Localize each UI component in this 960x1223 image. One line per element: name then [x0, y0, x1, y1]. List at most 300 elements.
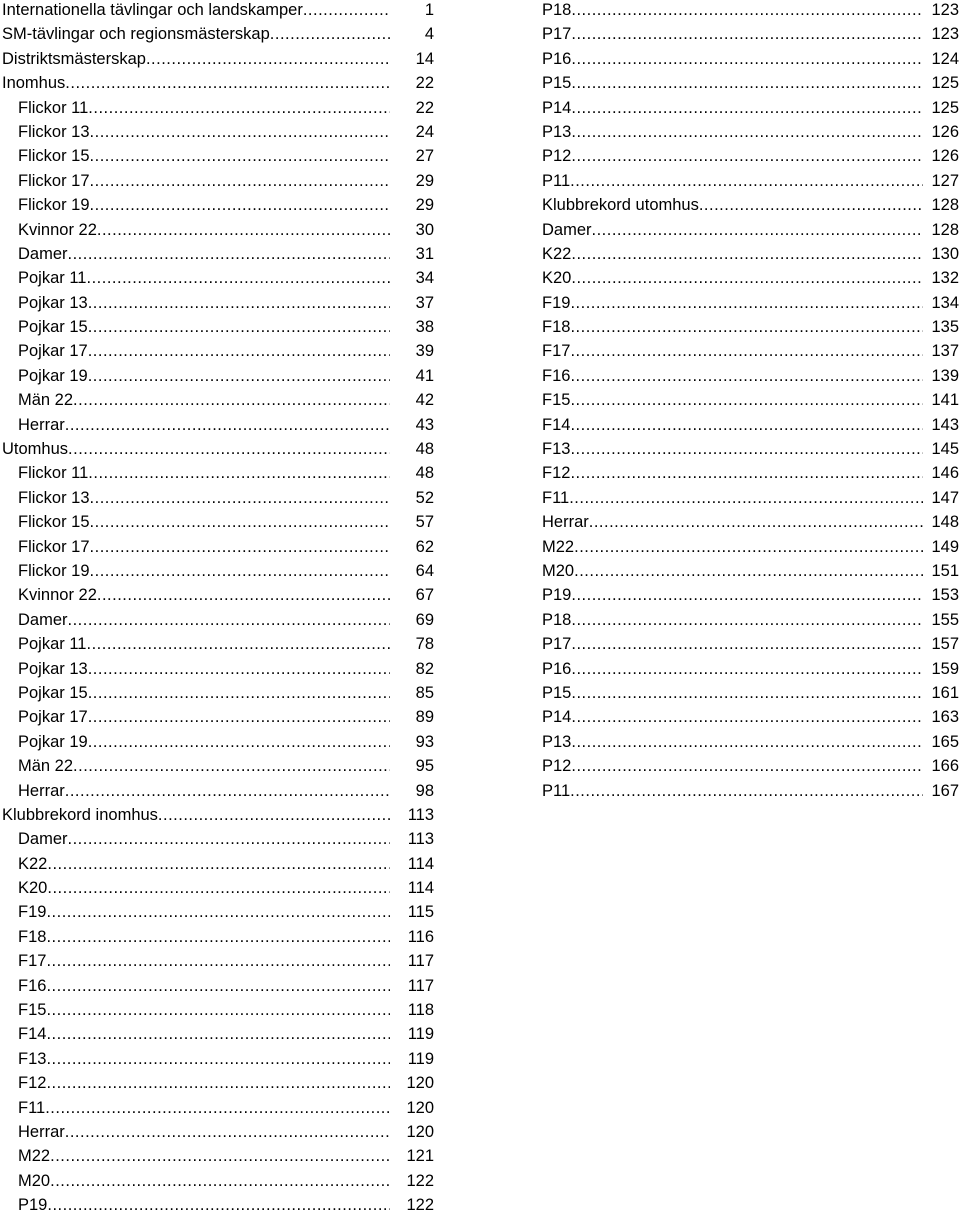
toc-entry[interactable]	[2, 317, 434, 341]
toc-entry-label: Damer	[18, 830, 68, 849]
toc-entry[interactable]	[2, 366, 434, 390]
toc-entry-label: F15	[542, 391, 571, 410]
toc-entry-label: Flickor 15	[18, 147, 90, 166]
toc-entry-label: F19	[542, 293, 571, 312]
toc-entry-page-number: 31	[415, 244, 434, 263]
toc-entry-label: F16	[542, 366, 571, 385]
toc-entry[interactable]	[2, 195, 434, 219]
toc-entry-label: P13	[542, 732, 572, 751]
dot-leader	[592, 220, 923, 240]
toc-entry[interactable]	[542, 293, 959, 317]
dot-leader	[569, 488, 923, 508]
toc-entry[interactable]	[2, 878, 434, 902]
dot-leader	[571, 244, 923, 264]
toc-entry-label: Pojkar 11	[18, 269, 87, 288]
toc-entry[interactable]	[2, 220, 434, 244]
toc-entry-label: P17	[542, 25, 572, 44]
toc-entry-label: Pojkar 17	[18, 342, 88, 361]
dot-leader	[570, 366, 923, 386]
toc-entry-page-number: 39	[415, 342, 434, 361]
dot-leader	[86, 634, 390, 654]
toc-entry[interactable]	[542, 0, 959, 24]
dot-leader	[571, 659, 923, 679]
toc-entry-page-number: 128	[931, 220, 959, 239]
toc-entry-label: Herrar	[18, 415, 65, 434]
toc-entry-page-number: 119	[407, 1049, 434, 1068]
toc-entry[interactable]	[2, 781, 434, 805]
toc-entry[interactable]	[542, 171, 959, 195]
toc-entry-label: SM-tävlingar och regionsmästerskap	[2, 25, 270, 44]
toc-entry[interactable]	[2, 488, 434, 512]
dot-leader	[90, 171, 390, 191]
toc-entry[interactable]	[2, 756, 434, 780]
toc-entry[interactable]	[2, 927, 434, 951]
dot-leader	[88, 659, 390, 679]
toc-entry-label: Män 22	[18, 757, 74, 776]
toc-entry-page-number: 125	[931, 74, 959, 93]
dot-leader	[571, 49, 923, 69]
dot-leader	[570, 341, 923, 361]
dot-leader	[47, 1195, 390, 1215]
toc-entry-label: Damer	[18, 610, 68, 629]
toc-entry[interactable]	[542, 390, 959, 414]
dot-leader	[73, 756, 390, 776]
toc-entry[interactable]	[2, 951, 434, 975]
toc-entry-label: P19	[542, 586, 572, 605]
dot-leader	[571, 732, 923, 752]
toc-entry-page-number: 22	[415, 98, 434, 117]
toc-entry-label: P11	[542, 171, 571, 190]
dot-leader	[88, 293, 390, 313]
toc-entry[interactable]	[2, 561, 434, 585]
toc-entry[interactable]	[2, 1146, 434, 1170]
toc-entry-page-number: 116	[407, 927, 434, 946]
toc-entry-label: K22	[542, 244, 572, 263]
toc-entry-label: Klubbrekord utomhus	[542, 196, 699, 215]
toc-entry-page-number: 118	[407, 1001, 434, 1020]
toc-entry-label: Flickor 19	[18, 196, 90, 215]
toc-entry[interactable]	[542, 585, 959, 609]
toc-entry-label: Pojkar 11	[18, 635, 87, 654]
dot-leader	[90, 122, 390, 142]
toc-entry-page-number: 37	[415, 293, 434, 312]
toc-entry[interactable]	[2, 512, 434, 536]
toc-entry[interactable]	[2, 341, 434, 365]
toc-entry-page-number: 143	[931, 415, 959, 434]
dot-leader	[571, 0, 923, 20]
toc-entry-label: P14	[542, 98, 572, 117]
toc-entry-label: Distriktsmästerskap	[2, 49, 146, 68]
toc-entry-page-number: 137	[931, 342, 959, 361]
toc-entry[interactable]	[2, 1098, 434, 1122]
toc-entry-page-number: 155	[931, 610, 959, 629]
toc-entry-page-number: 57	[415, 513, 434, 532]
toc-entry-page-number: 64	[415, 561, 434, 580]
toc-entry-page-number: 165	[931, 732, 959, 751]
dot-leader	[46, 902, 390, 922]
dot-leader	[68, 610, 390, 630]
dot-leader	[46, 976, 390, 996]
toc-entry-page-number: 14	[415, 49, 434, 68]
dot-leader	[570, 317, 923, 337]
toc-entry[interactable]	[542, 732, 959, 756]
toc-entry[interactable]	[2, 268, 434, 292]
toc-entry-label: Herrar	[542, 513, 589, 532]
toc-entry-label: Pojkar 15	[18, 318, 88, 337]
dot-leader	[571, 756, 923, 776]
toc-entry[interactable]	[2, 171, 434, 195]
toc-entry-page-number: 163	[931, 708, 959, 727]
toc-entry-label: P15	[542, 74, 572, 93]
dot-leader	[50, 1146, 390, 1166]
toc-entry[interactable]	[2, 439, 434, 463]
toc-entry-label: Flickor 19	[18, 561, 90, 580]
toc-entry-page-number: 38	[415, 318, 434, 337]
dot-leader	[45, 1098, 390, 1118]
toc-entry-label: K20	[18, 879, 48, 898]
toc-entry-label: Pojkar 17	[18, 708, 88, 727]
toc-entry-page-number: 69	[415, 610, 434, 629]
toc-entry[interactable]	[2, 537, 434, 561]
toc-entry-label: Flickor 11	[18, 464, 89, 483]
dot-leader	[574, 537, 923, 557]
toc-entry[interactable]	[2, 98, 434, 122]
toc-entry[interactable]	[2, 1122, 434, 1146]
toc-entry-label: F11	[542, 488, 570, 507]
dot-leader	[699, 195, 923, 215]
toc-entry-label: Inomhus	[2, 74, 66, 93]
dot-leader	[65, 1122, 390, 1142]
toc-entry-page-number: 135	[931, 318, 959, 337]
toc-entry[interactable]	[542, 24, 959, 48]
toc-entry-page-number: 1	[424, 1, 434, 19]
toc-entry[interactable]	[542, 707, 959, 731]
toc-entry[interactable]	[542, 220, 959, 244]
toc-entry-label: P18	[542, 1, 572, 19]
toc-entry-page-number: 139	[931, 366, 959, 385]
toc-entry[interactable]	[542, 415, 959, 439]
toc-entry-page-number: 120	[406, 1098, 434, 1117]
toc-entry-label: Damer	[542, 220, 592, 239]
dot-leader	[589, 512, 923, 532]
toc-entry-page-number: 132	[931, 269, 959, 288]
dot-leader	[571, 268, 923, 288]
toc-entry-page-number: 42	[415, 391, 434, 410]
dot-leader	[65, 415, 390, 435]
toc-entry-page-number: 34	[415, 269, 434, 288]
dot-leader	[88, 98, 390, 118]
toc-entry[interactable]	[2, 1195, 434, 1219]
toc-entry-label: Utomhus	[2, 440, 69, 459]
toc-entry[interactable]	[542, 781, 959, 805]
toc-entry[interactable]	[2, 24, 434, 48]
toc-entry-label: Pojkar 13	[18, 659, 88, 678]
toc-entry-page-number: 29	[415, 171, 434, 190]
dot-leader	[570, 390, 923, 410]
toc-entry-label: Män 22	[18, 391, 74, 410]
toc-entry-page-number: 93	[415, 732, 434, 751]
toc-entry[interactable]	[2, 683, 434, 707]
toc-entry-label: Klubbrekord inomhus	[2, 805, 158, 824]
toc-entry-label: F12	[18, 1074, 47, 1093]
toc-entry[interactable]	[2, 463, 434, 487]
toc-entry-page-number: 114	[407, 879, 434, 898]
toc-entry[interactable]	[2, 0, 434, 24]
toc-entry[interactable]	[542, 488, 959, 512]
toc-entry-label: Flickor 15	[18, 513, 90, 532]
toc-entry[interactable]	[542, 98, 959, 122]
toc-entry[interactable]	[542, 366, 959, 390]
toc-entry-page-number: 78	[415, 635, 434, 654]
toc-entry-page-number: 27	[415, 147, 434, 166]
toc-entry[interactable]	[2, 1024, 434, 1048]
dot-leader	[570, 463, 923, 483]
toc-entry[interactable]	[2, 1049, 434, 1073]
dot-leader	[65, 73, 390, 93]
toc-entry-label: F13	[542, 440, 571, 459]
toc-entry[interactable]	[2, 659, 434, 683]
dot-leader	[570, 415, 923, 435]
toc-entry-page-number: 123	[931, 1, 959, 19]
toc-entry-page-number: 147	[931, 488, 959, 507]
dot-leader	[97, 220, 390, 240]
dot-leader	[88, 707, 390, 727]
toc-entry[interactable]	[542, 463, 959, 487]
toc-entry-label: M20	[542, 561, 575, 580]
toc-entry-label: Damer	[18, 244, 68, 263]
toc-entry-page-number: 167	[931, 781, 959, 800]
toc-entry-page-number: 149	[931, 537, 959, 556]
toc-entry-label: F16	[18, 976, 47, 995]
toc-entry[interactable]	[542, 73, 959, 97]
toc-entry[interactable]	[2, 707, 434, 731]
toc-entry-page-number: 95	[415, 757, 434, 776]
toc-entry[interactable]	[2, 122, 434, 146]
toc-entry[interactable]	[542, 146, 959, 170]
dot-leader	[88, 317, 390, 337]
toc-entry[interactable]	[542, 195, 959, 219]
toc-entry-page-number: 117	[407, 976, 434, 995]
toc-entry[interactable]	[2, 805, 434, 829]
toc-entry-label: Flickor 11	[18, 98, 89, 117]
toc-entry[interactable]	[542, 537, 959, 561]
dot-leader	[570, 439, 923, 459]
dot-leader	[571, 707, 923, 727]
dot-leader	[68, 439, 390, 459]
toc-entry-label: Flickor 17	[18, 537, 90, 556]
toc-entry-label: F15	[18, 1001, 47, 1020]
dot-leader	[90, 146, 390, 166]
toc-entry[interactable]	[542, 341, 959, 365]
toc-entry-label: F17	[18, 952, 47, 971]
toc-column-left	[2, 0, 434, 1220]
toc-entry-label: P12	[542, 147, 572, 166]
toc-entry-label: P19	[18, 1196, 48, 1215]
toc-entry-page-number: 123	[931, 25, 959, 44]
dot-leader	[47, 878, 390, 898]
toc-entry-label: F18	[18, 927, 47, 946]
toc-entry[interactable]	[2, 1000, 434, 1024]
dot-leader	[303, 0, 390, 20]
toc-entry-label: P11	[542, 781, 571, 800]
toc-entry-page-number: 43	[415, 415, 434, 434]
toc-entry[interactable]	[542, 561, 959, 585]
toc-entry-page-number: 121	[406, 1147, 434, 1166]
toc-entry-page-number: 89	[415, 708, 434, 727]
toc-entry-label: M22	[18, 1147, 51, 1166]
toc-entry[interactable]	[2, 49, 434, 73]
toc-entry-page-number: 85	[415, 683, 434, 702]
dot-leader	[90, 561, 390, 581]
toc-entry[interactable]	[2, 1073, 434, 1097]
dot-leader	[570, 781, 923, 801]
dot-leader	[46, 951, 390, 971]
dot-leader	[570, 293, 923, 313]
toc-entry-page-number: 120	[406, 1122, 434, 1141]
toc-entry[interactable]	[542, 244, 959, 268]
dot-leader	[571, 122, 923, 142]
toc-entry[interactable]	[2, 293, 434, 317]
toc-entry[interactable]	[2, 829, 434, 853]
dot-leader	[90, 195, 390, 215]
dot-leader	[571, 610, 923, 630]
dot-leader	[46, 1049, 390, 1069]
dot-leader	[90, 537, 390, 557]
toc-entry-page-number: 145	[931, 440, 959, 459]
toc-entry[interactable]	[2, 976, 434, 1000]
dot-leader	[158, 805, 390, 825]
dot-leader	[97, 585, 390, 605]
toc-entry[interactable]	[542, 439, 959, 463]
toc-entry[interactable]	[2, 610, 434, 634]
toc-entry[interactable]	[542, 317, 959, 341]
toc-entry[interactable]	[2, 244, 434, 268]
toc-entry-page-number: 48	[415, 464, 434, 483]
toc-entry-label: F19	[18, 903, 47, 922]
toc-entry-page-number: 29	[415, 196, 434, 215]
toc-entry-label: Internationella tävlingar och landskamper	[2, 1, 303, 19]
toc-entry-label: P16	[542, 49, 572, 68]
toc-entry[interactable]	[2, 854, 434, 878]
toc-entry-label: P14	[542, 708, 572, 727]
toc-entry[interactable]	[542, 49, 959, 73]
toc-entry-page-number: 30	[415, 220, 434, 239]
dot-leader	[68, 829, 390, 849]
toc-entry[interactable]	[2, 585, 434, 609]
toc-entry-page-number: 115	[407, 903, 434, 922]
toc-entry-label: F11	[18, 1098, 46, 1117]
toc-entry[interactable]	[2, 390, 434, 414]
toc-entry[interactable]	[542, 122, 959, 146]
dot-leader	[46, 1073, 390, 1093]
toc-entry[interactable]	[542, 659, 959, 683]
toc-entry[interactable]	[2, 902, 434, 926]
toc-entry-label: P12	[542, 757, 572, 776]
toc-entry-page-number: 117	[407, 952, 434, 971]
toc-entry[interactable]	[542, 634, 959, 658]
dot-leader	[46, 1024, 390, 1044]
dot-leader	[570, 171, 923, 191]
toc-entry-label: Pojkar 19	[18, 732, 88, 751]
dot-leader	[270, 24, 390, 44]
toc-entry-page-number: 153	[931, 586, 959, 605]
toc-entry-label: Pojkar 13	[18, 293, 88, 312]
toc-entry-page-number: 52	[415, 488, 434, 507]
toc-entry-page-number: 146	[931, 464, 959, 483]
toc-entry-label: M22	[542, 537, 575, 556]
toc-entry-page-number: 122	[406, 1196, 434, 1215]
dot-leader	[571, 585, 923, 605]
toc-entry-page-number: 119	[407, 1025, 434, 1044]
toc-entry-label: P17	[542, 635, 572, 654]
toc-entry-page-number: 134	[931, 293, 959, 312]
toc-entry-page-number: 120	[406, 1074, 434, 1093]
toc-entry-page-number: 82	[415, 659, 434, 678]
toc-entry-label: Kvinnor 22	[18, 586, 97, 605]
toc-entry-page-number: 24	[415, 122, 434, 141]
toc-entry-page-number: 151	[931, 561, 959, 580]
toc-entry-page-number: 41	[415, 366, 434, 385]
toc-entry-page-number: 4	[424, 25, 434, 44]
toc-entry-label: P18	[542, 610, 572, 629]
toc-entry-label: K22	[18, 854, 48, 873]
dot-leader	[571, 146, 923, 166]
dot-leader	[571, 24, 923, 44]
dot-leader	[571, 98, 923, 118]
dot-leader	[88, 732, 390, 752]
toc-entry-label: Flickor 17	[18, 171, 90, 190]
dot-leader	[88, 683, 390, 703]
toc-entry-page-number: 113	[407, 805, 434, 824]
toc-entry-label: Kvinnor 22	[18, 220, 97, 239]
toc-entry-page-number: 114	[407, 854, 434, 873]
toc-entry[interactable]	[2, 1171, 434, 1195]
toc-entry-label: F14	[542, 415, 571, 434]
toc-entry-label: P16	[542, 659, 572, 678]
toc-entry-label: F17	[542, 342, 571, 361]
toc-entry[interactable]	[542, 268, 959, 292]
toc-entry-page-number: 141	[931, 391, 959, 410]
toc-entry-page-number: 125	[931, 98, 959, 117]
toc-entry[interactable]	[542, 610, 959, 634]
toc-entry[interactable]	[2, 73, 434, 97]
toc-entry-label: Flickor 13	[18, 488, 90, 507]
dot-leader	[73, 390, 390, 410]
toc-entry[interactable]	[542, 683, 959, 707]
toc-entry[interactable]	[2, 146, 434, 170]
dot-leader	[88, 366, 390, 386]
toc-entry-page-number: 127	[931, 171, 959, 190]
toc-entry[interactable]	[2, 634, 434, 658]
toc-entry-page-number: 124	[931, 49, 959, 68]
toc-entry[interactable]	[542, 512, 959, 536]
dot-leader	[88, 463, 390, 483]
toc-entry-page-number: 62	[415, 537, 434, 556]
toc-entry[interactable]	[2, 732, 434, 756]
toc-entry[interactable]	[2, 415, 434, 439]
dot-leader	[86, 268, 390, 288]
toc-entry-page-number: 128	[931, 196, 959, 215]
toc-entry-page-number: 122	[406, 1171, 434, 1190]
toc-entry-page-number: 48	[415, 440, 434, 459]
dot-leader	[88, 341, 390, 361]
toc-entry-label: P15	[542, 683, 572, 702]
toc-entry-page-number: 22	[415, 74, 434, 93]
toc-entry-page-number: 67	[415, 586, 434, 605]
toc-entry-label: K20	[542, 269, 572, 288]
dot-leader	[571, 634, 923, 654]
toc-entry[interactable]	[542, 756, 959, 780]
